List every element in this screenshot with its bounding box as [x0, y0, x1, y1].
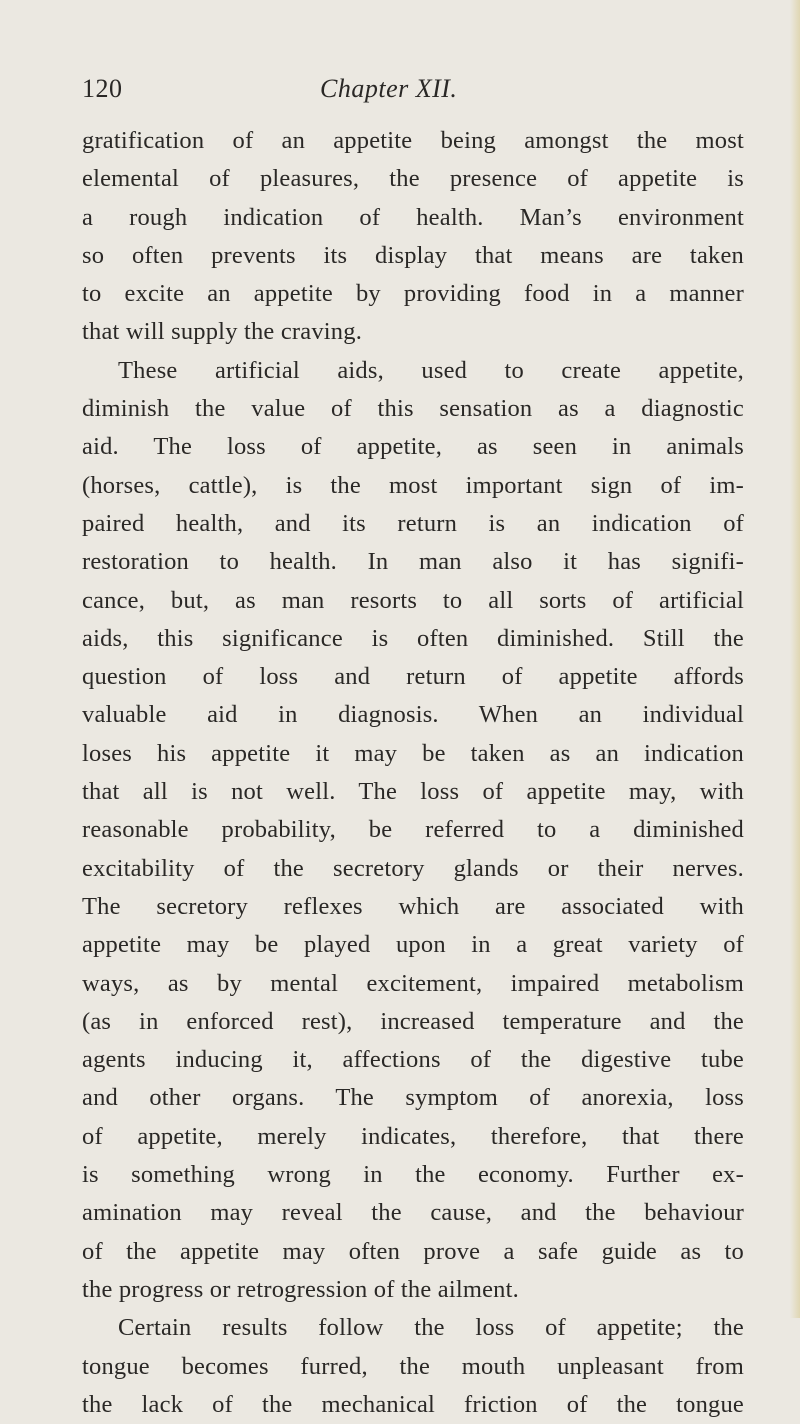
page-number: 120 — [82, 74, 123, 103]
text-line: of the appetite may often prove a safe guide as to — [82, 1237, 744, 1265]
text-line: gratification of an appetite being amongst the most — [82, 127, 744, 154]
text-line: excitability of the secretory glands or their nerves. — [82, 854, 744, 882]
text-line: Certain results follow the loss of appetite; the — [118, 1314, 744, 1342]
text-line: diminish the value of this sensation as a diagnostic — [82, 395, 744, 423]
text-line: of appetite, merely indicates, therefore, that there — [82, 1122, 744, 1150]
text-line: that all is not well. The loss of appetite may, with — [82, 778, 744, 806]
text-line: agents inducing it, affections of the digestive tube — [82, 1046, 744, 1074]
text-line: amination may reveal the cause, and the behaviour — [82, 1199, 744, 1227]
text-line: and other organs. The symptom of anorexia, loss — [82, 1084, 744, 1112]
text-line: that will supply the craving. — [82, 318, 363, 346]
text-line: (as in enforced rest), increased temperature and the — [82, 1007, 744, 1035]
text-line: a rough indication of health. Man’s environment — [82, 203, 744, 231]
text-line: elemental of pleasures, the presence of appetite is — [82, 165, 744, 193]
text-line: ways, as by mental excitement, impaired metabolism — [82, 969, 744, 997]
text-line: to excite an appetite by providing food in a manner — [82, 280, 744, 308]
text-line: restoration to health. In man also it has signifi- — [82, 548, 744, 576]
text-line: is something wrong in the economy. Further ex- — [82, 1161, 744, 1189]
body-text — [82, 122, 744, 1424]
page-edge-shading — [790, 0, 800, 1318]
running-head-chapter-title: Chapter XII. — [320, 74, 458, 103]
text-line: the lack of the mechanical friction of the tongue — [82, 1390, 744, 1418]
text-line: aid. The loss of appetite, as seen in animals — [82, 433, 744, 461]
text-line: cance, but, as man resorts to all sorts of artificial — [82, 586, 744, 614]
text-line: valuable aid in diagnosis. When an individual — [82, 701, 744, 729]
page-header — [82, 74, 742, 114]
text-line: tongue becomes furred, the mouth unpleasant from — [82, 1352, 744, 1380]
text-line: the progress or retrogression of the ailment. — [82, 1275, 519, 1303]
text-line: paired health, and its return is an indication of — [82, 509, 744, 537]
text-line: These artificial aids, used to create appetite, — [118, 356, 744, 384]
text-line: (horses, cattle), is the most important sign of im- — [82, 471, 744, 499]
text-line: question of loss and return of appetite affords — [82, 663, 744, 691]
text-line: The secretory reflexes which are associated with — [82, 892, 744, 920]
text-line: aids, this significance is often diminished. Still the — [82, 624, 744, 652]
text-line: so often prevents its display that means are taken — [82, 241, 744, 269]
text-line: reasonable probability, be referred to a diminished — [82, 816, 744, 844]
text-line: loses his appetite it may be taken as an indication — [82, 739, 744, 767]
text-line: appetite may be played upon in a great variety of — [82, 931, 744, 959]
